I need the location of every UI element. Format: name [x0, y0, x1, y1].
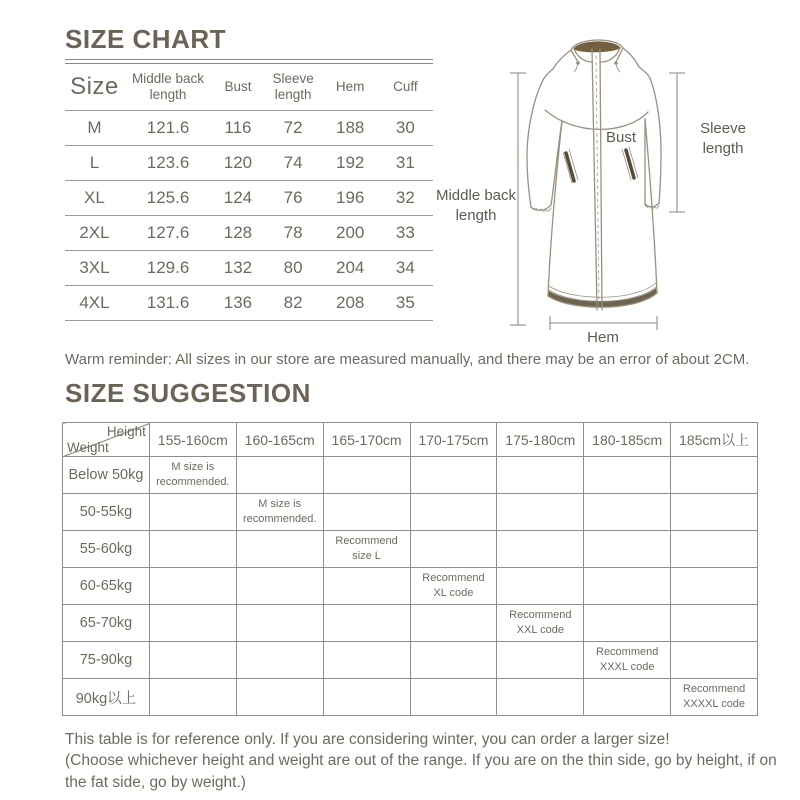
- recommendation-cell: [323, 642, 410, 679]
- recommendation-cell: [323, 568, 410, 605]
- sleeve-length-cell: 74: [264, 145, 323, 180]
- recommendation-cell: [584, 457, 671, 494]
- size-cell: 2XL: [65, 215, 124, 250]
- bust-cell: 124: [212, 180, 264, 215]
- height-column-header: 170-175cm: [410, 423, 497, 457]
- recommendation-cell: [497, 642, 584, 679]
- recommendation-cell: [584, 568, 671, 605]
- sleeve-length-cell: 78: [264, 215, 323, 250]
- recommendation-cell: [584, 531, 671, 568]
- weight-row-header: 60-65kg: [63, 568, 150, 605]
- sleeve-length-cell: 72: [264, 110, 323, 145]
- suggestion-row: [63, 531, 758, 568]
- recommendation-cell: [323, 605, 410, 642]
- corner-height-label: Height: [106, 424, 146, 439]
- recommendation-cell: [236, 605, 323, 642]
- height-column-header: 180-185cm: [584, 423, 671, 457]
- warm-reminder-text: Warm reminder: All sizes in our store are measured manually, and there may be an error of about 2CM.: [65, 351, 750, 368]
- cuff-cell: 31: [378, 145, 433, 180]
- recommendation-cell: [671, 605, 758, 642]
- corner-height-weight-cell: [63, 423, 150, 457]
- recommendation-cell: [410, 642, 497, 679]
- hem-cell: 192: [323, 145, 378, 180]
- sleeve-length-cell: 76: [264, 180, 323, 215]
- recommendation-cell: [410, 679, 497, 716]
- recommendation-cell: [149, 494, 236, 531]
- recommendation-cell: [236, 568, 323, 605]
- recommendation-cell: Recommend XXL code: [497, 605, 584, 642]
- recommendation-cell: [236, 457, 323, 494]
- height-column-header: 175-180cm: [497, 423, 584, 457]
- weight-row-header: Below 50kg: [63, 457, 150, 494]
- bust-cell: 132: [212, 250, 264, 285]
- cuff-cell: 35: [378, 285, 433, 320]
- suggestion-row: [63, 494, 758, 531]
- label-middle-back-length: Middle back length: [435, 187, 517, 224]
- recommendation-cell: [671, 531, 758, 568]
- recommendation-cell: [149, 568, 236, 605]
- column-header-size: Size: [65, 64, 124, 110]
- recommendation-cell: Recommend XXXL code: [584, 642, 671, 679]
- recommendation-cell: [410, 605, 497, 642]
- size-cell: M: [65, 110, 124, 145]
- recommendation-cell: [236, 531, 323, 568]
- suggestion-row: [63, 642, 758, 679]
- sleeve-length-cell: 80: [264, 250, 323, 285]
- column-header-middle-back-length: Middle back length: [124, 64, 212, 110]
- footer-note-line1: This table is for reference only. If you are considering winter, you can order a larger size!: [65, 731, 670, 748]
- size-row-l: [65, 145, 433, 180]
- weight-row-header: 90kg以上: [63, 679, 150, 716]
- recommendation-cell: [410, 531, 497, 568]
- recommendation-cell: [236, 679, 323, 716]
- height-column-header: 160-165cm: [236, 423, 323, 457]
- column-header-bust: Bust: [212, 64, 264, 110]
- size-cell: XL: [65, 180, 124, 215]
- size-cell: 4XL: [65, 285, 124, 320]
- recommendation-cell: [236, 642, 323, 679]
- label-sleeve-length: Sleeve length: [700, 120, 746, 157]
- size-chart-title: SIZE CHART: [65, 24, 226, 54]
- hem-cell: 196: [323, 180, 378, 215]
- recommendation-cell: [497, 568, 584, 605]
- size-suggestion-title: SIZE SUGGESTION: [65, 378, 311, 408]
- suggestion-row: [63, 605, 758, 642]
- bust-cell: 120: [212, 145, 264, 180]
- recommendation-cell: M size is recommended.: [236, 494, 323, 531]
- recommendation-cell: [671, 494, 758, 531]
- recommendation-cell: [149, 642, 236, 679]
- size-row-3xl: [65, 250, 433, 285]
- recommendation-cell: [323, 679, 410, 716]
- size-chart-header-row: [65, 64, 433, 110]
- height-column-header: 185cm以上: [671, 423, 758, 457]
- height-column-header: 165-170cm: [323, 423, 410, 457]
- recommendation-cell: [323, 457, 410, 494]
- recommendation-cell: [410, 494, 497, 531]
- hem-cell: 208: [323, 285, 378, 320]
- coat-measurement-diagram: [430, 16, 800, 356]
- cuff-cell: 30: [378, 110, 433, 145]
- cuff-cell: 32: [378, 180, 433, 215]
- recommendation-cell: [497, 494, 584, 531]
- footer-note: [65, 729, 795, 793]
- recommendation-cell: [584, 605, 671, 642]
- recommendation-cell: [671, 642, 758, 679]
- middle-back-length-cell: 123.6: [124, 145, 212, 180]
- weight-row-header: 75-90kg: [63, 642, 150, 679]
- recommendation-cell: M size is recommended.: [149, 457, 236, 494]
- recommendation-cell: [149, 531, 236, 568]
- recommendation-cell: [497, 531, 584, 568]
- recommendation-cell: [323, 494, 410, 531]
- recommendation-cell: [671, 457, 758, 494]
- middle-back-length-cell: 129.6: [124, 250, 212, 285]
- hem-cell: 188: [323, 110, 378, 145]
- recommendation-cell: Recommend XL code: [410, 568, 497, 605]
- size-cell: L: [65, 145, 124, 180]
- recommendation-cell: [410, 457, 497, 494]
- bust-cell: 116: [212, 110, 264, 145]
- weight-row-header: 65-70kg: [63, 605, 150, 642]
- column-header-sleeve-length: Sleeve length: [264, 64, 323, 110]
- size-row-2xl: [65, 215, 433, 250]
- hem-cell: 200: [323, 215, 378, 250]
- weight-row-header: 55-60kg: [63, 531, 150, 568]
- size-chart-table: [65, 64, 433, 321]
- size-row-xl: [65, 180, 433, 215]
- label-bust: Bust: [605, 129, 636, 146]
- sleeve-length-cell: 82: [264, 285, 323, 320]
- suggestion-row: [63, 679, 758, 716]
- column-header-cuff: Cuff: [378, 64, 433, 110]
- size-suggestion-table: [62, 422, 758, 716]
- middle-back-length-cell: 121.6: [124, 110, 212, 145]
- size-row-4xl: [65, 285, 433, 320]
- footer-note-line2: (Choose whichever height and weight are out of the range. If you are on the thin side, go by height, if on the fat side, go by weight.): [65, 752, 777, 791]
- height-column-header: 155-160cm: [149, 423, 236, 457]
- size-cell: 3XL: [65, 250, 124, 285]
- recommendation-cell: [671, 568, 758, 605]
- bust-cell: 128: [212, 215, 264, 250]
- recommendation-cell: [149, 605, 236, 642]
- suggestion-row: [63, 568, 758, 605]
- recommendation-cell: [149, 679, 236, 716]
- recommendation-cell: [584, 494, 671, 531]
- bust-cell: 136: [212, 285, 264, 320]
- recommendation-cell: [497, 679, 584, 716]
- label-hem: Hem: [587, 329, 619, 346]
- recommendation-cell: Recommend XXXXL code: [671, 679, 758, 716]
- middle-back-length-cell: 131.6: [124, 285, 212, 320]
- cuff-cell: 33: [378, 215, 433, 250]
- recommendation-cell: [584, 679, 671, 716]
- suggestion-row: [63, 457, 758, 494]
- recommendation-cell: [497, 457, 584, 494]
- weight-row-header: 50-55kg: [63, 494, 150, 531]
- size-row-m: [65, 110, 433, 145]
- middle-back-length-cell: 127.6: [124, 215, 212, 250]
- hem-cell: 204: [323, 250, 378, 285]
- cuff-cell: 34: [378, 250, 433, 285]
- middle-back-length-cell: 125.6: [124, 180, 212, 215]
- suggestion-header-row: [63, 423, 758, 457]
- corner-weight-label: Weight: [67, 440, 109, 455]
- recommendation-cell: Recommend size L: [323, 531, 410, 568]
- column-header-hem: Hem: [323, 64, 378, 110]
